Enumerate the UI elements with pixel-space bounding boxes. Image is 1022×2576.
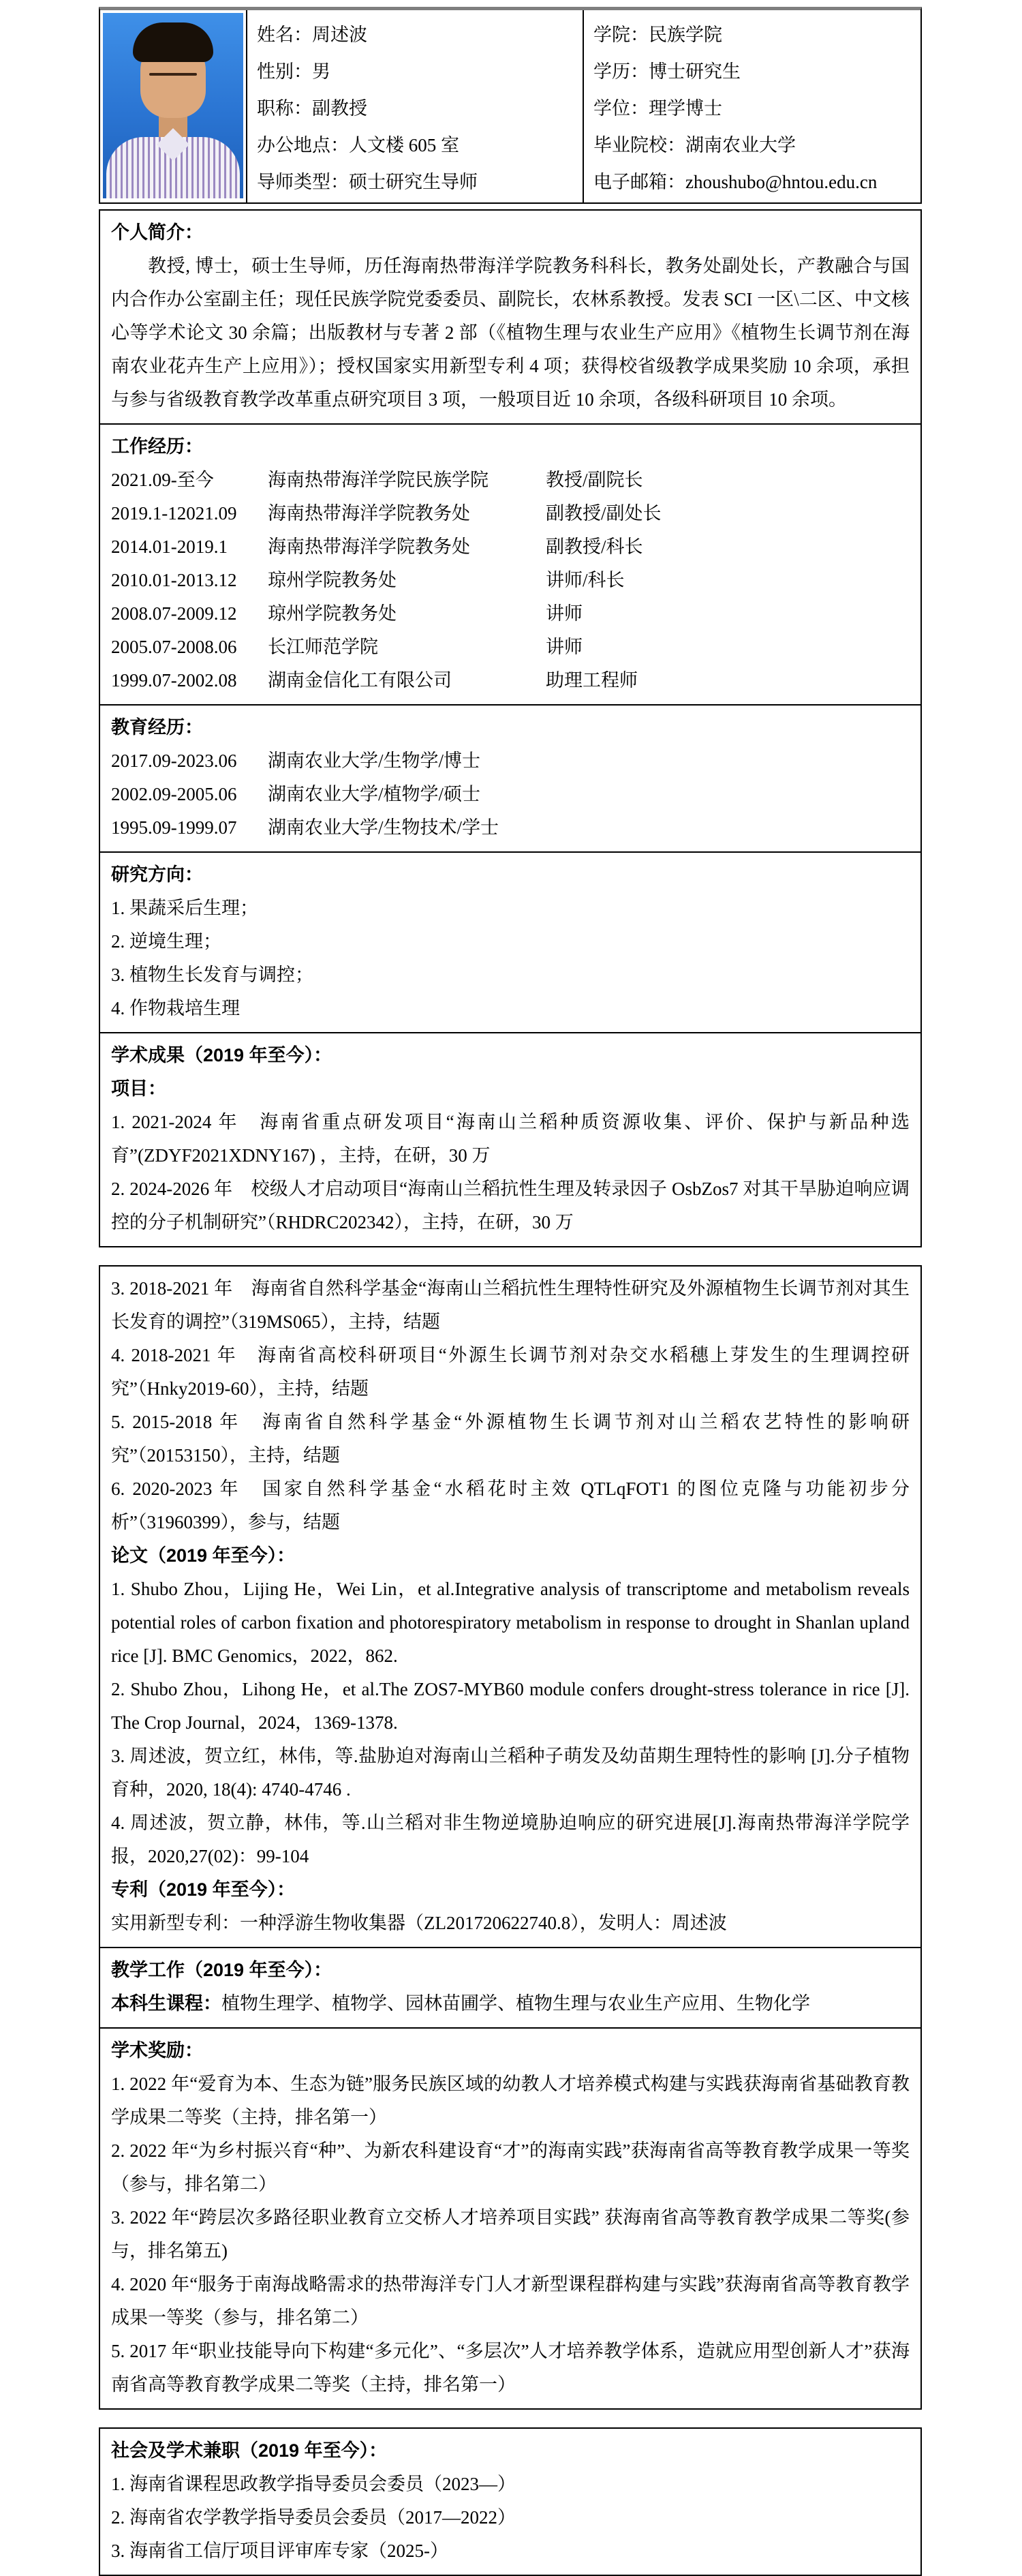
work-period: 2010.01-2013.12 [111, 570, 237, 590]
work-period: 2008.07-2009.12 [111, 603, 237, 624]
work-row [111, 631, 910, 664]
section-achievements-continued [99, 1265, 922, 1948]
cv-document [99, 7, 922, 2576]
project-item: 5. 2015-2018 年 海南省自然科学基金“外源植物生长调节剂对山兰稻农艺特性的影响研究”（20153150），主持，结题 [111, 1412, 910, 1466]
education-period: 2002.09-2005.06 [111, 784, 237, 804]
profile-text: 教授, 博士，硕士生导师，历任海南热带海洋学院教务科科长，教务处副处长，产教融合与国内合作办公室副主任；现任民族学院党委委员、副院长，农林系教授。发表 SCI 一区\二区、中文核心等学术论文 30 余篇；出版教材与专著 2 部（《植物生理与农业生产应用》《植物生长调节剂在海南农业花卉生产上应用》）；授权国家实用新型专利 4 项；获得校省级教学成果奖励 10 余项，承担与参与省级教育教学改革重点研究项目 3 项，一般项目近 10 余项，各级科研项目 10 余项。 [111, 256, 910, 410]
education-row [111, 744, 910, 778]
education-row [111, 811, 910, 845]
field-name: 姓名：周述波 [257, 24, 367, 45]
section-education [99, 704, 922, 853]
research-item: 3. 植物生长发育与调控； [111, 965, 313, 985]
work-period: 1999.07-2002.08 [111, 670, 237, 691]
award-item: 1. 2022 年“爱育为本、生态为链”服务民族区域的幼教人才培养模式构建与实践获海南省基础教育教学成果二等奖（主持，排名第一） [111, 2074, 910, 2127]
field-office: 办公地点：人文楼 605 室 [257, 134, 459, 155]
work-period: 2014.01-2019.1 [111, 536, 228, 557]
award-item: 5. 2017 年“职业技能导向下构建“多元化”、“多层次”人才培养教学体系，造就应用型创新人才”获海南省高等教育教学成果二等奖（主持，排名第一） [111, 2341, 910, 2395]
project-item: 2. 2024-2026 年 校级人才启动项目“海南山兰稻抗性生理及转录因子 OsbZos7 对其干旱胁迫响应调控的分子机制研究”（RHDRC202342），主持，在研，30 万 [111, 1179, 910, 1232]
profile-title: 个人简介： [111, 222, 203, 243]
paper-item: 1. Shubo Zhou，Lijing He，Wei Lin，et al.Integrative analysis of transcriptome and metabolism reveals potential roles of carbon fixation and photorespiratory metabolism in response to drought in Shanlan upland rice [J]. BMC Genomics，2022，862. [111, 1579, 910, 1666]
work-period: 2019.1-12021.09 [111, 503, 237, 524]
teaching-courses-line [111, 1987, 910, 2020]
education-row [111, 778, 910, 811]
work-role: 副教授/科长 [546, 536, 643, 557]
photo-hair [133, 22, 213, 62]
photo-brow [149, 73, 197, 76]
field-education: 学历：博士研究生 [593, 61, 741, 82]
field-degree: 学位：理学博士 [593, 97, 722, 119]
courses-label: 本科生课程： [111, 1993, 221, 2014]
awards-title: 学术奖励： [111, 2040, 203, 2061]
membership-item: 3. 海南省工信厅项目评审库专家（2025-） [111, 2541, 448, 2561]
header-right-column [584, 10, 922, 202]
work-role: 讲师 [546, 637, 583, 657]
work-org: 湖南金信化工有限公司 [268, 670, 452, 691]
work-org: 长江师范学院 [268, 637, 378, 657]
research-title: 研究方向： [111, 864, 203, 885]
profile-header-table [99, 7, 922, 204]
section-teaching [99, 1947, 922, 2029]
work-org: 琼州学院教务处 [268, 603, 397, 624]
paper-item: 4. 周述波，贺立静，林伟，等.山兰稻对非生物逆境胁迫响应的研究进展[J].海南热带海洋学院学报，2020,27(02)：99-104 [111, 1813, 910, 1866]
teaching-title: 教学工作（2019 年至今）： [111, 1960, 332, 1980]
work-role: 副教授/副处长 [546, 503, 662, 524]
education-detail: 湖南农业大学/生物技术/学士 [268, 817, 499, 838]
project-item: 1. 2021-2024 年 海南省重点研发项目“海南山兰稻种质资源收集、评价、保护与新品种选育”(ZDYF2021XDNY167) ，主持，在研，30 万 [111, 1112, 910, 1166]
work-role: 讲师/科长 [546, 570, 625, 590]
project-item: 3. 2018-2021 年 海南省自然科学基金“海南山兰稻抗性生理特性研究及外源植物生长调节剂对其生长发育的调控”（319MS065），主持，结题 [111, 1278, 910, 1332]
section-work [99, 423, 922, 706]
work-org: 海南热带海洋学院教务处 [268, 536, 470, 557]
work-row [111, 530, 910, 564]
portrait-photo [103, 13, 243, 198]
papers-title: 论文（2019 年至今）： [111, 1545, 296, 1566]
work-row [111, 564, 910, 597]
work-row [111, 664, 910, 697]
section-memberships [99, 2427, 922, 2576]
field-alma-mater: 毕业院校：湖南农业大学 [593, 134, 796, 155]
work-org: 海南热带海洋学院民族学院 [268, 470, 489, 490]
education-title: 教育经历： [111, 717, 203, 738]
patent-item: 实用新型专利：一种浮游生物收集器（ZL201720622740.8），发明人：周述波 [111, 1913, 727, 1933]
education-detail: 湖南农业大学/植物学/硕士 [268, 784, 481, 804]
section-achievements [99, 1032, 922, 1247]
section-awards [99, 2027, 922, 2410]
header-left-column [247, 10, 584, 202]
work-org: 琼州学院教务处 [268, 570, 397, 590]
section-profile [99, 209, 922, 425]
work-row [111, 497, 910, 530]
patents-title: 专利（2019 年至今）： [111, 1879, 296, 1900]
work-role: 讲师 [546, 603, 583, 624]
project-item: 4. 2018-2021 年 海南省高校科研项目“外源生长调节剂对杂交水稻穗上芽发生的生理调控研究”（Hnky2019-60），主持，结题 [111, 1345, 910, 1399]
education-detail: 湖南农业大学/生物学/博士 [268, 751, 481, 771]
education-period: 2017.09-2023.06 [111, 751, 237, 771]
research-item: 1. 果蔬采后生理； [111, 898, 258, 918]
achievements-title: 学术成果（2019 年至今）： [111, 1045, 332, 1065]
work-org: 海南热带海洋学院教务处 [268, 503, 470, 524]
research-item: 2. 逆境生理； [111, 931, 221, 952]
work-role: 教授/副院长 [546, 470, 643, 490]
education-period: 1995.09-1999.07 [111, 817, 237, 838]
award-item: 4. 2020 年“服务于南海战略需求的热带海洋专门人才新型课程群构建与实践”获海南省高等教育教学成果一等奖（参与，排名第二） [111, 2274, 910, 2328]
work-title: 工作经历： [111, 436, 203, 457]
work-row [111, 597, 910, 631]
project-item: 6. 2020-2023 年 国家自然科学基金“水稻花时主效 QTLqFOT1 的图位克隆与功能初步分析”（31960399），参与，结题 [111, 1479, 910, 1532]
section-research [99, 851, 922, 1033]
field-supervisor-type: 导师类型：硕士研究生导师 [257, 171, 478, 192]
award-item: 2. 2022 年“为乡村振兴育“种”、为新农科建设育“才”的海南实践”获海南省高等教育教学成果一等奖（参与，排名第二） [111, 2140, 910, 2194]
award-item: 3. 2022 年“跨层次多路径职业教育立交桥人才培养项目实践” 获海南省高等教育教学成果二等奖(参与，排名第五) [111, 2207, 910, 2261]
field-title: 职称：副教授 [257, 97, 367, 119]
paper-item: 2. Shubo Zhou，Lihong He，et al.The ZOS7-MYB60 module confers drought-stress tolerance in rice [J]. The Crop Journal，2024，1369-1378. [111, 1679, 910, 1733]
projects-label: 项目： [111, 1078, 166, 1099]
paper-item: 3. 周述波，贺立红，林伟，等.盐胁迫对海南山兰稻种子萌发及幼苗期生理特性的影响 [J].分子植物育种，2020, 18(4): 4740-4746 . [111, 1746, 910, 1800]
field-gender: 性别：男 [257, 61, 330, 82]
research-item: 4. 作物栽培生理 [111, 998, 240, 1018]
field-email: 电子邮箱：zhoushubo@hntou.edu.cn [593, 171, 878, 192]
membership-item: 1. 海南省课程思政教学指导委员会委员（2023—） [111, 2474, 516, 2494]
membership-item: 2. 海南省农学教学指导委员会委员（2017—2022） [111, 2507, 516, 2528]
photo-cell [100, 10, 247, 202]
work-role: 助理工程师 [546, 670, 638, 691]
field-college: 学院：民族学院 [593, 24, 722, 45]
work-period: 2021.09-至今 [111, 470, 214, 490]
work-period: 2005.07-2008.06 [111, 637, 237, 657]
memberships-title: 社会及学术兼职（2019 年至今）： [111, 2440, 388, 2461]
courses-list: 植物生理学、植物学、园林苗圃学、植物生理与农业生产应用、生物化学 [221, 1993, 810, 2014]
work-row [111, 464, 910, 497]
